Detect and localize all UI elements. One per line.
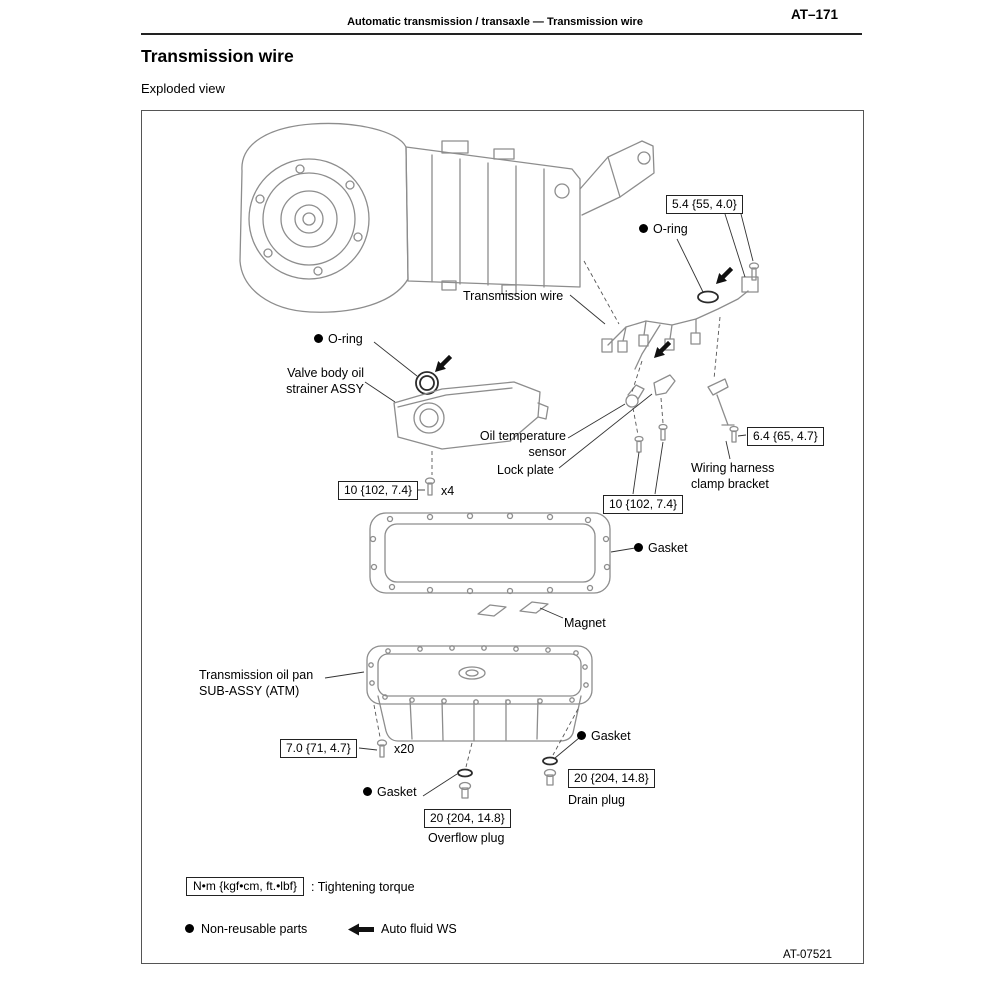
lock-plate-illustration <box>654 375 675 395</box>
gasket-pan-label <box>634 541 688 557</box>
oil-pan-line2: SUB-ASSY (ATM) <box>199 683 300 698</box>
o-ring-left-label-text: O-ring <box>328 332 363 346</box>
exploded-view-figure <box>141 110 864 964</box>
header-divider <box>141 33 862 35</box>
o-ring-top-label-text: O-ring <box>653 222 688 236</box>
torque-sensor: 10 {102, 7.4} <box>603 495 683 514</box>
wiring-harness-label <box>691 461 774 492</box>
non-reusable-dot-icon <box>185 924 194 933</box>
wiring-harness-line1: Wiring harness <box>691 461 775 475</box>
gasket-overflow-label-text: Gasket <box>377 785 417 799</box>
o-ring-top-illustration <box>698 292 718 303</box>
overflow-plug-illustration <box>458 770 472 799</box>
page-title: Transmission wire <box>141 46 294 66</box>
valve-body-strainer-line1: Valve body oil <box>287 366 364 380</box>
non-reusable-dot-icon <box>639 224 648 233</box>
oil-temp-sensor-line2: sensor <box>528 444 566 459</box>
figure-code: AT-07521 <box>783 949 833 961</box>
bolt-strainer-icon <box>426 478 435 495</box>
non-reusable-dot-icon <box>363 787 372 796</box>
gasket-drain-label-text: Gasket <box>591 729 631 743</box>
o-ring-top-label <box>639 222 688 238</box>
oil-temp-sensor-line1: Oil temperature <box>479 429 566 443</box>
wiring-harness-line2: clamp bracket <box>691 476 769 491</box>
bolt-qty-x4: x4 <box>441 484 455 498</box>
o-ring-left-label <box>314 332 363 348</box>
torque-pan: 7.0 {71, 4.7} <box>280 739 357 758</box>
gasket-drain-label <box>577 729 631 745</box>
section-subtitle: Exploded view <box>141 81 225 96</box>
torque-drain: 20 {204, 14.8} <box>568 769 655 788</box>
oil-pan-line1: Transmission oil pan <box>199 668 314 682</box>
bolt-qty-x20: x20 <box>394 742 415 756</box>
transmission-wire-label: Transmission wire <box>463 289 564 303</box>
magnet-illustration <box>478 602 548 616</box>
torque-unit-desc: : Tightening torque <box>310 879 415 894</box>
lock-plate-label: Lock plate <box>497 463 554 477</box>
non-reusable-dot-icon <box>314 334 323 343</box>
oil-pan-label <box>199 668 313 699</box>
gasket-illustration <box>370 513 610 594</box>
torque-strainer: 10 {102, 7.4} <box>338 481 418 500</box>
auto-fluid-label: Auto fluid WS <box>381 922 457 936</box>
bolt-pan-icon <box>378 740 387 757</box>
torque-unit-box: N•m {kgf•cm, ft.•lbf} <box>186 877 304 896</box>
oil-pan-illustration <box>367 646 592 741</box>
magnet-label: Magnet <box>564 616 606 630</box>
overflow-plug-label: Overflow plug <box>428 831 505 845</box>
torque-legend <box>186 877 415 896</box>
auto-fluid-legend <box>348 922 457 936</box>
transmission-wire-illustration <box>602 277 758 369</box>
bolt-clamp-icon <box>730 427 738 443</box>
oil-temp-sensor-illustration <box>626 385 644 407</box>
non-reusable-dot-icon <box>577 731 586 740</box>
torque-clamp: 6.4 {65, 4.7} <box>747 427 824 446</box>
valve-body-strainer-label <box>276 366 364 397</box>
drain-plug-illustration <box>543 758 557 786</box>
transmission-assembly-illustration <box>240 123 654 312</box>
non-reusable-legend <box>185 922 307 936</box>
torque-o-ring-top: 5.4 {55, 4.0} <box>666 195 743 214</box>
non-reusable-label: Non-reusable parts <box>201 922 308 936</box>
auto-fluid-arrow-icon <box>348 923 374 936</box>
clamp-bracket-illustration <box>708 379 734 425</box>
non-reusable-dot-icon <box>634 543 643 552</box>
gasket-pan-label-text: Gasket <box>648 541 688 555</box>
header-breadcrumb: Automatic transmission / transaxle — Transmission wire <box>347 16 643 28</box>
torque-overflow: 20 {204, 14.8} <box>424 809 511 828</box>
page-number: AT–171 <box>790 7 838 22</box>
gasket-overflow-label <box>363 785 417 801</box>
valve-body-strainer-line2: strainer ASSY <box>286 381 364 396</box>
drain-plug-label: Drain plug <box>568 793 625 807</box>
oil-temp-sensor-label <box>472 429 566 460</box>
